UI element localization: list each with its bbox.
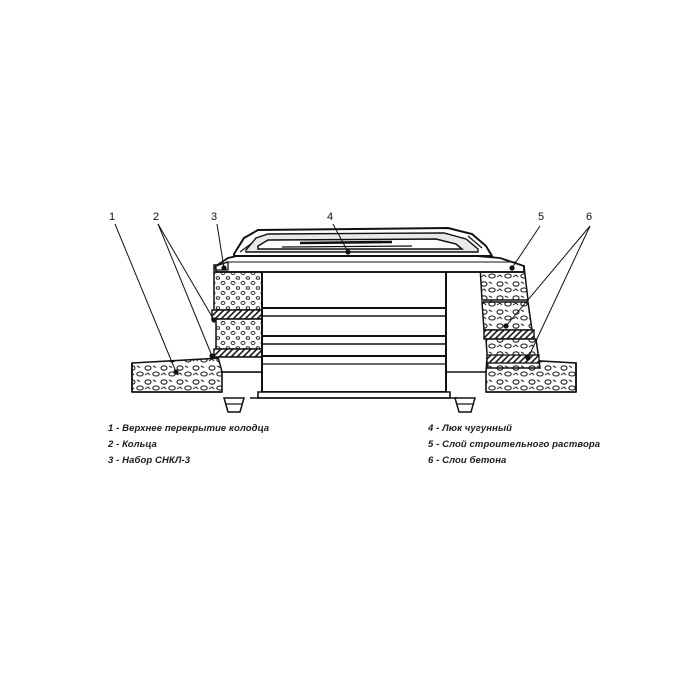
callout-number-3: 3 bbox=[210, 211, 218, 223]
legend bbox=[108, 422, 628, 467]
legend-column-right bbox=[428, 422, 628, 467]
callout-number-6: 6 bbox=[585, 211, 593, 223]
callout-number-2: 2 bbox=[152, 211, 160, 223]
callout-number-1: 1 bbox=[108, 211, 116, 223]
legend-item-6: 6 - Слои бетона bbox=[428, 455, 507, 466]
legend-column-left bbox=[108, 422, 428, 467]
legend-item-1: 1 - Верхнее перекрытие колодца bbox=[108, 423, 270, 434]
drawing-body bbox=[115, 224, 590, 412]
legend-item-5: 5 - Слой строительного раствора bbox=[428, 439, 601, 450]
callout-number-4: 4 bbox=[326, 211, 334, 223]
legend-item-3: 3 - Набор СНКЛ-3 bbox=[108, 455, 191, 466]
legend-item-2: 2 - Кольца bbox=[108, 439, 157, 450]
cast-iron-hatch bbox=[234, 228, 492, 256]
manhole-shaft-body bbox=[250, 268, 458, 398]
left-ground-slab bbox=[132, 358, 222, 392]
legend-item-4: 4 - Люк чугунный bbox=[428, 423, 513, 434]
callout-numbers bbox=[109, 211, 592, 223]
callout-number-5: 5 bbox=[537, 211, 545, 223]
base-feet bbox=[224, 398, 475, 412]
